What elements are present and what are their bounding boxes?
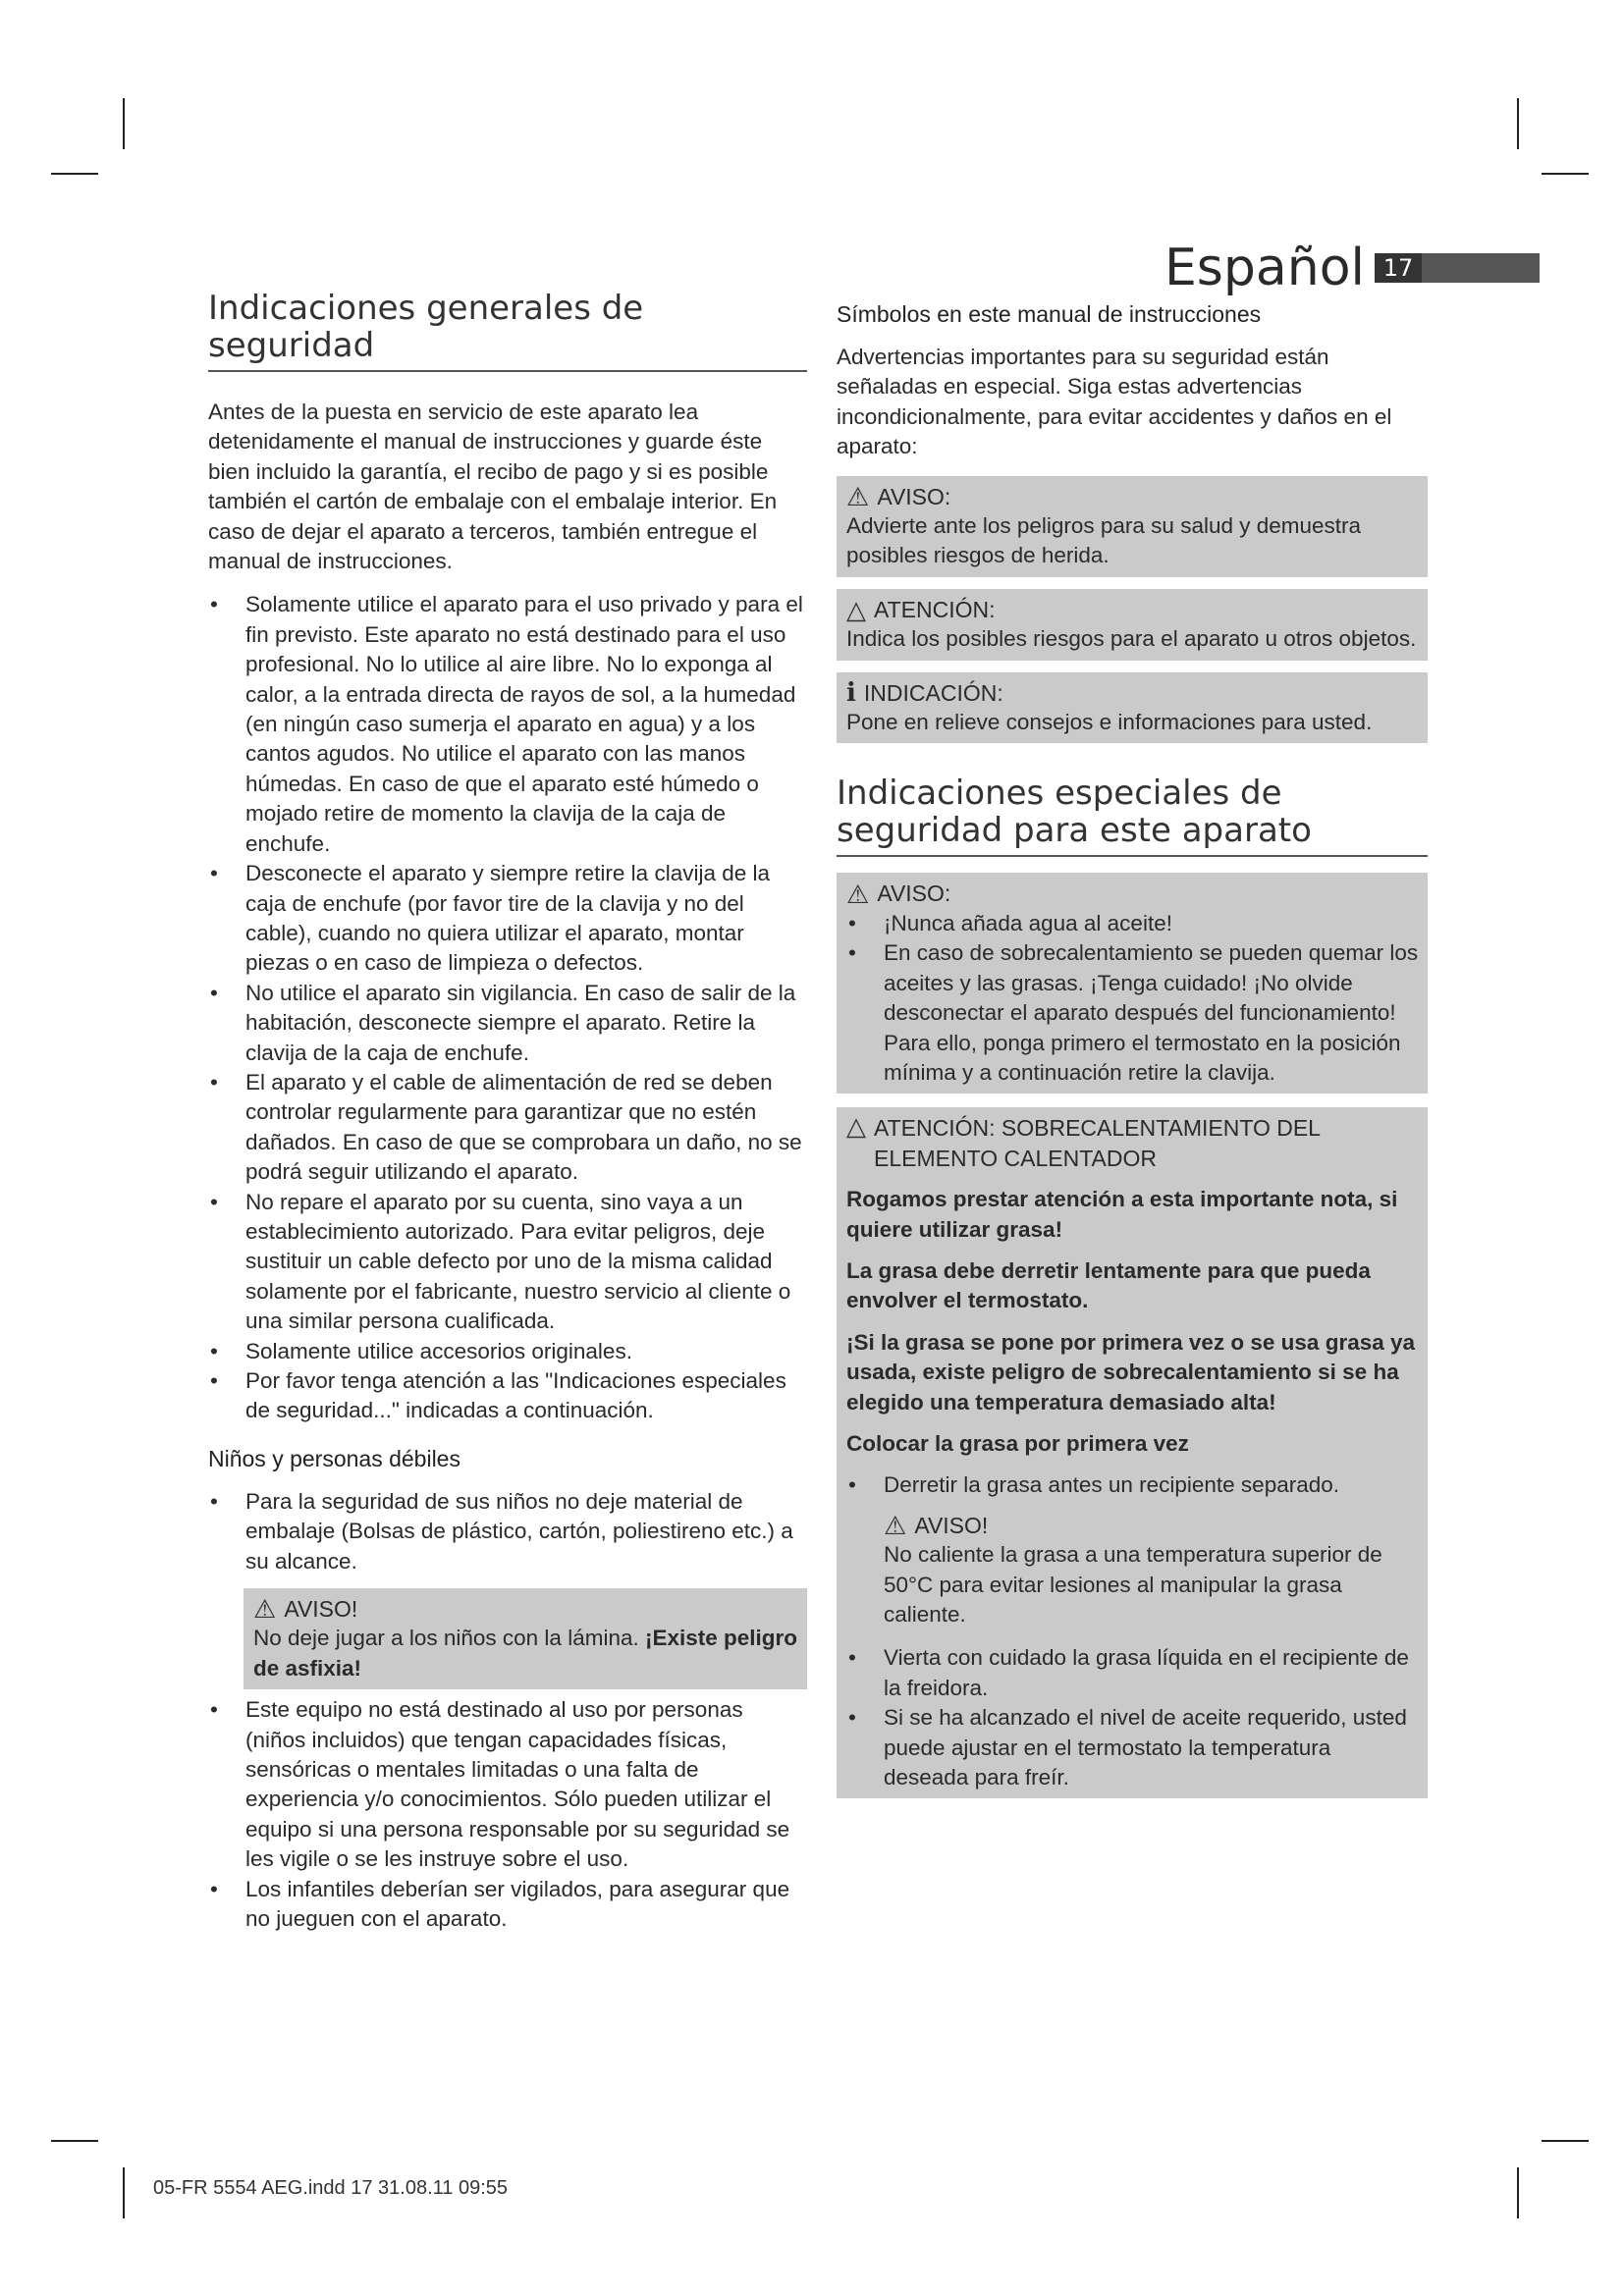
indicacion-box <box>837 672 1428 744</box>
symbols-intro: Advertencias importantes para su seguridad están señaladas en especial. Siga estas advertencias incondicionalmente, para evitar accidentes y daños en el aparato: <box>837 345 1392 459</box>
crop-mark <box>1517 2167 1519 2218</box>
children-heading: Niños y personas débiles <box>208 1445 460 1471</box>
list-item: • Solamente utilice el aparato para el uso privado y para el fin previsto. Este aparato no está destinado para el uso profesional. No lo utilice al aire libre. No lo exponga al calor, a la entrada directa de rayos de sol, a la humedad (en ningún caso sumerja el aparato en agua) y a los cantos agudos. No utilice el aparato con las manos húmedas. En caso de que el aparato esté húmedo o mojado retire de momento la clavija de la caja de enchufe. <box>208 590 807 859</box>
list-item: • Solamente utilice accesorios originales. <box>208 1337 807 1366</box>
crop-mark <box>1542 173 1589 175</box>
header-bar <box>1422 253 1540 283</box>
list-item: • ¡Nunca añada agua al aceite! <box>846 909 1420 938</box>
nested-warning-title: AVISO! <box>914 1512 989 1538</box>
warning-triangle-icon: ⚠ <box>253 1594 277 1625</box>
special-warning-title: AVISO: <box>877 881 951 907</box>
special-warning-box <box>837 873 1428 1094</box>
crop-mark <box>123 98 125 149</box>
list-item: • Si se ha alcanzado el nivel de aceite requerido, usted puede ajustar en el termostato la temperatura deseada para freír. <box>846 1703 1420 1792</box>
children-list <box>208 1487 807 1576</box>
overheat-box <box>837 1107 1428 1798</box>
warning-title: AVISO! <box>284 1596 358 1623</box>
list-item: • Por favor tenga atención a las "Indicaciones especiales de seguridad..." indicadas a continuación. <box>208 1366 807 1426</box>
caution-triangle-icon: △ <box>846 1111 866 1142</box>
indicacion-text: Pone en relieve consejos e informaciones para usted. <box>846 710 1373 735</box>
aviso-box <box>837 476 1428 577</box>
list-item: • Los infantiles deberían ser vigilados, para asegurar que no jueguen con el aparato. <box>208 1875 807 1935</box>
indicacion-title: INDICACIÓN: <box>863 679 1003 706</box>
atencion-box <box>837 589 1428 661</box>
crop-mark <box>1517 98 1519 149</box>
page-number: 17 <box>1375 253 1422 283</box>
children-warning-box <box>244 1588 807 1689</box>
warning-triangle-icon: ⚠ <box>846 481 870 511</box>
intro-paragraph: Antes de la puesta en servicio de este aparato lea detenidamente el manual de instrucciones y guarde éste bien incluido la garantía, el recibo de pago y si es posible también el cartón de embalaje con el embalaje interior. En caso de dejar el aparato a terceros, también entregue el manual de instrucciones. <box>208 400 778 574</box>
nested-warning-text: No caliente la grasa a una temperatura superior de 50°C para evitar lesiones al manipular la grasa caliente. <box>884 1542 1382 1627</box>
language-heading: Español <box>1164 239 1365 297</box>
list-item: • No utilice el aparato sin vigilancia. En caso de salir de la habitación, desconecte siempre el aparato. Retire la clavija de la caja de enchufe. <box>208 979 807 1068</box>
list-item: • No repare el aparato por su cuenta, sino vaya a un establecimiento autorizado. Para evitar peligros, deje sustituir un cable defecto por uno de la misma calidad solamente por el fabricante, nuestro servicio al cliente o una similar persona cualificada. <box>208 1188 807 1337</box>
atencion-title: ATENCIÓN: <box>874 596 996 622</box>
special-warning-list <box>846 909 1420 1088</box>
right-column <box>837 299 1428 1798</box>
list-item: • El aparato y el cable de alimentación de red se deben controlar regularmente para garantizar que no estén dañados. En caso de que se comprobara un daño, no se podrá seguir utilizando el aparato. <box>208 1068 807 1188</box>
symbols-heading: Símbolos en este manual de instrucciones <box>837 301 1262 327</box>
list-item: • Vierta con cuidado la grasa líquida en el recipiente de la freidora. <box>846 1643 1420 1703</box>
warning-triangle-icon: ⚠ <box>884 1510 907 1540</box>
overheat-title: ATENCIÓN: SOBRECALENTAMIENTO DEL ELEMENTO CALENTADOR <box>874 1115 1321 1171</box>
print-footer: 05-FR 5554 AEG.indd 17 31.08.11 09:55 <box>153 2177 509 2199</box>
warning-triangle-icon: ⚠ <box>846 879 870 909</box>
crop-mark <box>51 2140 98 2142</box>
children-list-2 <box>208 1695 807 1934</box>
left-column <box>208 290 807 1935</box>
warning-text-bold: ¡Existe peligro de asfixia! <box>253 1626 798 1681</box>
list-item: • Desconecte el aparato y siempre retire la clavija de la caja de enchufe (por favor tire de la clavija y no del cable), cuando no quiera utilizar el aparato, montar piezas o en caso de limpieza o defectos. <box>208 859 807 979</box>
safety-list <box>208 590 807 1425</box>
overheat-p1: Rogamos prestar atención a esta importante nota, si quiere utilizar grasa! <box>846 1187 1398 1242</box>
general-safety-title: Indicaciones generales de seguridad <box>208 290 807 372</box>
aviso-text: Advierte ante los peligros para su salud y demuestra posibles riesgos de herida. <box>846 513 1362 568</box>
crop-mark <box>1542 2140 1589 2142</box>
overheat-p3: ¡Si la grasa se pone por primera vez o se usa grasa ya usada, existe peligro de sobrecalentamiento si se ha elegido una temperatura demasiado alta! <box>846 1329 1416 1415</box>
warning-text <box>253 1624 799 1683</box>
crop-mark <box>123 2167 125 2218</box>
overheat-list-2 <box>846 1643 1420 1792</box>
list-item: • Derretir la grasa antes un recipiente separado. <box>846 1470 1420 1500</box>
warning-text-normal: No deje jugar a los niños con la lámina. <box>253 1626 645 1651</box>
list-item: • En caso de sobrecalentamiento se pueden quemar los aceites y las grasas. ¡Tenga cuidado! ¡No olvide desconectar el aparato después del funcionamiento! Para ello, ponga primero el termostato en la posición mínima y a continuación retire la clavija. <box>846 938 1420 1088</box>
caution-triangle-icon: △ <box>846 595 866 625</box>
overheat-p4: Colocar la grasa por primera vez <box>846 1430 1189 1456</box>
overheat-list <box>846 1470 1420 1500</box>
list-item: • Para la seguridad de sus niños no deje material de embalaje (Bolsas de plástico, cartón, poliestireno etc.) a su alcance. <box>208 1487 807 1576</box>
nested-warning <box>884 1511 1420 1630</box>
overheat-p2: La grasa debe derretir lentamente para que pueda envolver el termostato. <box>846 1257 1371 1313</box>
list-item: • Este equipo no está destinado al uso por personas (niños incluidos) que tengan capacidades físicas, sensóricas o mentales limitadas o una falta de experiencia y/o conocimientos. Sólo pueden utilizar el equipo si una persona responsable por su seguridad se les vigile o se les instruye sobre el uso. <box>208 1695 807 1874</box>
aviso-title: AVISO: <box>877 483 951 509</box>
special-safety-title: Indicaciones especiales de seguridad para este aparato <box>837 774 1428 857</box>
info-icon: i <box>846 677 856 708</box>
crop-mark <box>51 173 98 175</box>
atencion-text: Indica los posibles riesgos para el aparato u otros objetos. <box>846 626 1417 652</box>
